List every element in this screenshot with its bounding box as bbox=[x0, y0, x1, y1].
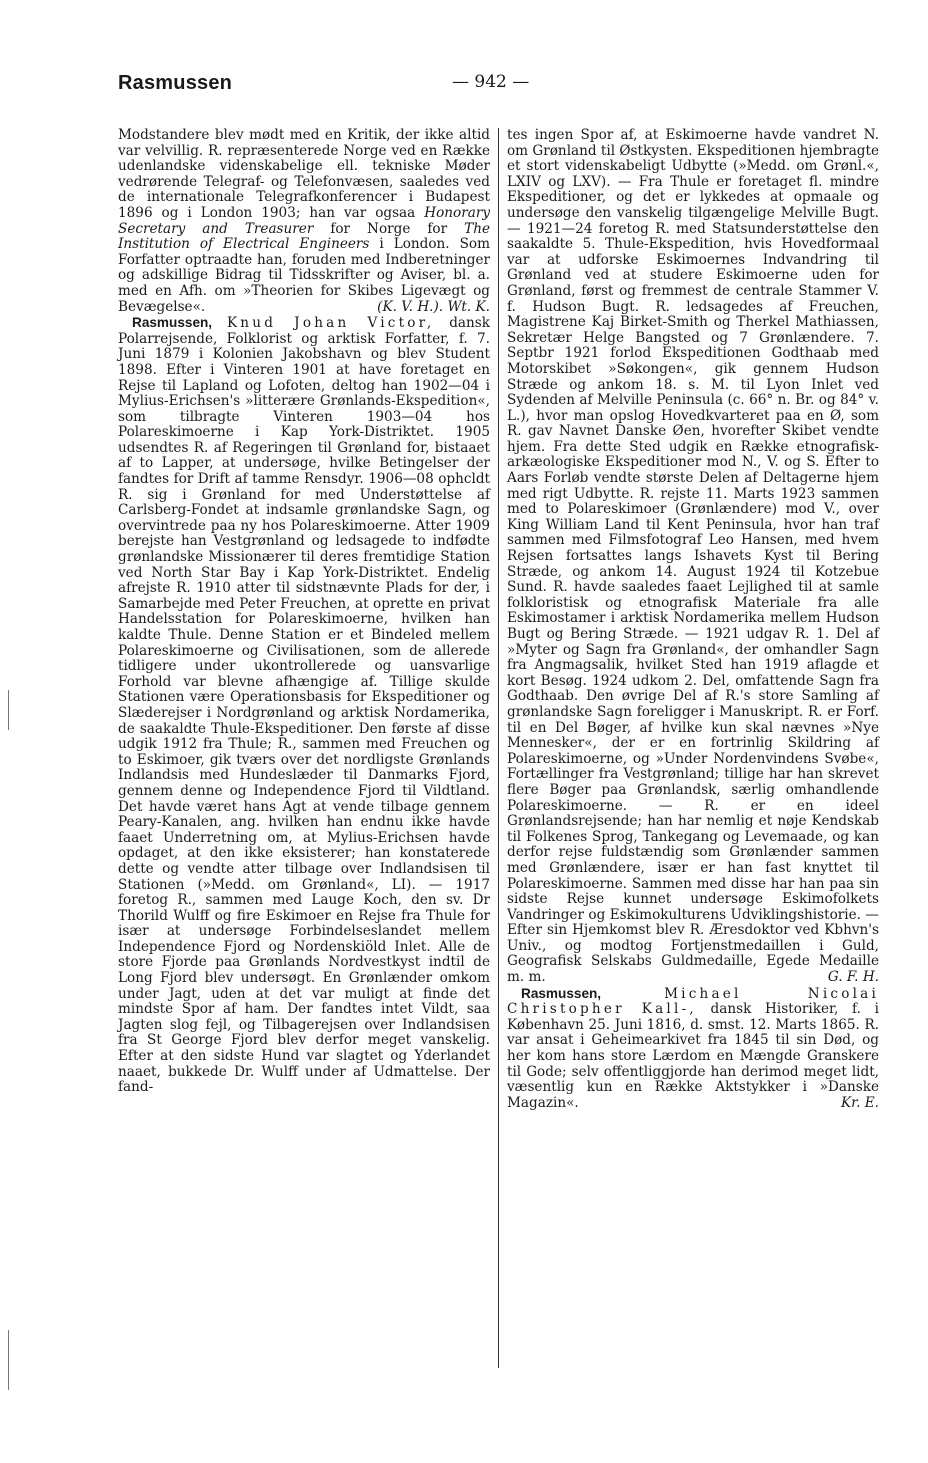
entry-text: i London. Som Forfatter optraadte han, foruden med Indberetninger og adskillige Bidrag til Tidsskrifter og Aviser, bl. a. med en Afh. om »Theorien for Skibes Ligevægt og Bevægelse«. bbox=[118, 236, 490, 315]
entry-michael-rasmussen bbox=[507, 986, 879, 1112]
entry-text: Modstandere blev mødt med en Kritik, der ikke altid var velvillig. R. repræsenterede Norge ved en Række udenlandske videnskabelige ell. tekniske Møder vedrørende Telegraf- og Telefonvæsen, saaledes ved de internationale Telegrafkonferencer i Budapest 1896 og i London 1903; han var ogsaa bbox=[118, 127, 490, 221]
entry-text: for Norge for bbox=[313, 220, 465, 237]
author-signature: G. F. H. bbox=[827, 969, 879, 986]
column-divider bbox=[498, 128, 499, 1368]
page-number: — 942 — bbox=[452, 72, 530, 92]
left-column bbox=[118, 128, 490, 1096]
entry-continuation bbox=[118, 128, 490, 315]
entry-knud-rasmussen bbox=[118, 315, 490, 1096]
entry-text: dansk Historiker, f. i København 25. Juni 1816, d. smst. 12. Marts 1865. R. var ansat i Geheimearkivet fra 1845 til sin Død, og her kom hans store Lærdom en Mængde Granskere til Gode; selv offentliggjorde han derimod meget lidt, væsentlig kun en Række Aktstykker i »Danske Magazin«. bbox=[507, 1001, 879, 1111]
entry-headword: Rasmussen, bbox=[132, 315, 213, 331]
entry-full-name: Knud Johan Victor, bbox=[226, 315, 435, 332]
italic-title: Honorary Secretary and Treasurer bbox=[118, 204, 490, 237]
entry-text: tes ingen Spor af, at Eskimoerne havde vandret N. om Grønland til Østkysten. Ekspeditionen hjembragte et stort videnskabeligt Udbytte (»Medd. om Grønl.«, LXIV og LXV). — Fra Thule er foretaget fl. mindre Ekspeditioner, og det er lykkedes at opmaale og undersøge den vanskelig tilgængelige Melville Bugt. — 1921—24 foretog R. med Statsunderstøttelse den saakaldte 5. Thule-Ekspedition, hvis Hovedformaal var at udforske Eskimoernes Indvandring til Grønland ved at studere Eskimoerne uden for Grønland, først og fremmest de centrale Stammer V. f. Hudson Bugt. R. ledsagedes af Freuchen, Magistrene Kaj Birket-Smith og Therkel Mathiassen, Sekretær Helge Bangsted og 7 Grønlændere. 7. Septbr 1921 forlod Ekspeditionen Godthaab med Motorskibet »Søkongen«, gik gennem Hudson Stræde og ankom 18. s. M. til Lyon Inlet ved Sydenden af Melville Peninsula (c. 66° n. Br. og 84° v. L.), hvor man opslog Hovedkvarteret paa en Ø, som R. gav Navnet Danske Øen, hvorefter Skibet vendte hjem. Fra dette Sted udgik en Række etnografisk-arkæologiske Ekspeditioner mod N., V. og S. Efter to Aars Forløb vendte største Delen af Deltagerne hjem med rigt Udbytte. R. rejste 11. Marts 1923 sammen med to Polareskimoer (Grønlændere) mod V., over King William Land til Kent Peninsula, hvor han traf sammen med Filmsfotograf Leo Hansen, med hvem Rejsen fortsattes langs Ishavets Kyst til Bering Stræde, og ankom 14. August 1924 til Kotzebue Sund. R. havde saaledes faaet Lejlighed til at samle folkloristisk og etnografisk Materiale fra alle Eskimostamer i arktisk Nordamerika mellem Hudson Bugt og Bering Stræde. — 1921 udgav R. 1. Del af »Myter og Sagn fra Grønland«, der omhandler Sagn fra Angmagsalik, hvilket Sted han 1919 aflagde et kort Besøg. 1924 udkom 2. Del, omfattende Sagn fra Godthaab. Den øvrige Del af R.'s store Samling af grønlandske Sagn foreligger i Manuskript. R. er Forf. til en Del Bøger, af hvilke kun skal nævnes »Nye Mennesker«, der er en fortrinlig Skildring af Polareskimoerne, og »Under Nordenvindens Svøbe«, Fortællinger fra Vestgrønland; tillige har han skrevet flere Bøger paa Grønlandsk, særlig omhandlende Polareskimoerne. — R. er en ideel Grønlandsrejsende; han har nemlig et nøje Kendskab til Folkenes Sprog, Tankegang og Levemaade, og kan derfor rejse fuldstændig som Grønlænder sammen med Grønlændere, især er han fast knyttet til Polareskimoerne. Sammen med disse har han paa sin sidste Rejse kunnet undersøge Eskimofolkets Vandringer og Eskimokulturens Udviklingshistorie. — Efter sin Hjemkomst blev R. Æresdoktor ved Kbhvn's Univ., og modtog Fortjenstmedaillen i Guld, Geografisk Selskabs Guldmedaille, Egede Medaille m. m. bbox=[507, 127, 880, 986]
running-head: Rasmussen bbox=[118, 72, 233, 94]
scan-margin-mark bbox=[8, 1330, 9, 1390]
entry-full-name: Michael Nicolai Christopher Kall-, bbox=[507, 985, 879, 1018]
entry-headword: Rasmussen, bbox=[521, 985, 602, 1001]
author-signature: (K. V. H.). Wt. K. bbox=[377, 298, 490, 315]
page-header bbox=[116, 72, 876, 106]
italic-title: The Institution of Electrical Engineers bbox=[118, 220, 490, 253]
entry-text: dansk Polarrejsende, Folklorist og arktisk Forfatter, f. 7. Juni 1879 i Kolonien Jakobshavn og blev Student 1898. Efter i Vinteren 1901 at have foretaget en Rejse til Lapland og Lofoten, deltog han 1902—04 i Mylius-Erichsen's »litterære Grønlands-Ekspedition«, som tilbragte Vinteren 1903—04 hos Polareskimoerne i Kap York-Distriktet. 1905 udsendtes R. af Regeringen til Grønland for, bistaaet af to Lapper, at undersøge, hvilke Betingelser der fandtes for Drift af tamme Rensdyr. 1906—08 ophcldt R. sig i Grønland for med Understøttelse af Carlsberg-Fondet at indsamle grønlandske Sagn, og overvintrede paa ny hos Polareskimoerne. Atter 1909 berejste han Vestgrønland og ledsagede to indfødte grønlandske Missionærer til deres fremtidige Station ved North Star Bay i Kap York-Distriktet. Endelig afrejste R. 1910 atter til sidstnævnte Plads for der, i Samarbejde med Peter Freuchen, at oprette en privat Handelsstation for Polareskimoerne, hvilken han kaldte Thule. Denne Station er et Bindeled mellem Polareskimoerne og Civilisationen, som de allerede tidligere under ukontrollerede og uansvarlige Forhold var blevne afhængige af. Tillige skulde Stationen være Operationsbasis for Ekspeditioner og Slæderejser i Nordgrønland og arktisk Nordamerika, de saakaldte Thule-Ekspeditioner. Den første af disse udgik 1912 fra Thule; R., sammen med Freuchen og to Eskimoer, gik tværs over det nordligste Grønlands Indlandsis med Hundeslæder til Danmarks Fjord, gennem denne og Independence Fjord til Vildtland. Det havde været hans Agt at vende tilbage gennem Peary-Kanalen, ang. hvilken han endnu ikke havde faaet Underretning om, at Mylius-Erichsen havde opdaget, at den ikke eksisterer; han konstaterede dette og vendte atter tilbage over Indlandsisen til Stationen (»Medd. om Grønland«, LI). — 1917 foretog R., sammen med Lauge Koch, den sv. Dr Thorild Wulff og fire Eskimoer en Rejse fra Thule for især at undersøge Forbindelseslandet mellem Independence Fjord og Nordenskiöld Inlet. Alle de store Fjorde paa Grønlands Nordvestkyst indtil de Long Fjord blev undersøgt. En Grønlænder omkom under Jagt, uden at det var muligt at finde det mindste Spor af ham. Der fandtes intet Vildt, saa Jagten slog fejl, og Tilbagerejsen over Indlandsisen fra St George Fjord blev derfor meget vanskelig. Efter at den sidste Hund var slagtet og Yderlandet naaet, bukkede Dr. Wulff under af Udmattelse. Der fand- bbox=[118, 315, 490, 1096]
right-column bbox=[507, 128, 879, 1111]
scan-margin-mark bbox=[8, 690, 9, 730]
entry-continuation bbox=[507, 128, 879, 986]
author-signature: Kr. E. bbox=[840, 1094, 879, 1111]
